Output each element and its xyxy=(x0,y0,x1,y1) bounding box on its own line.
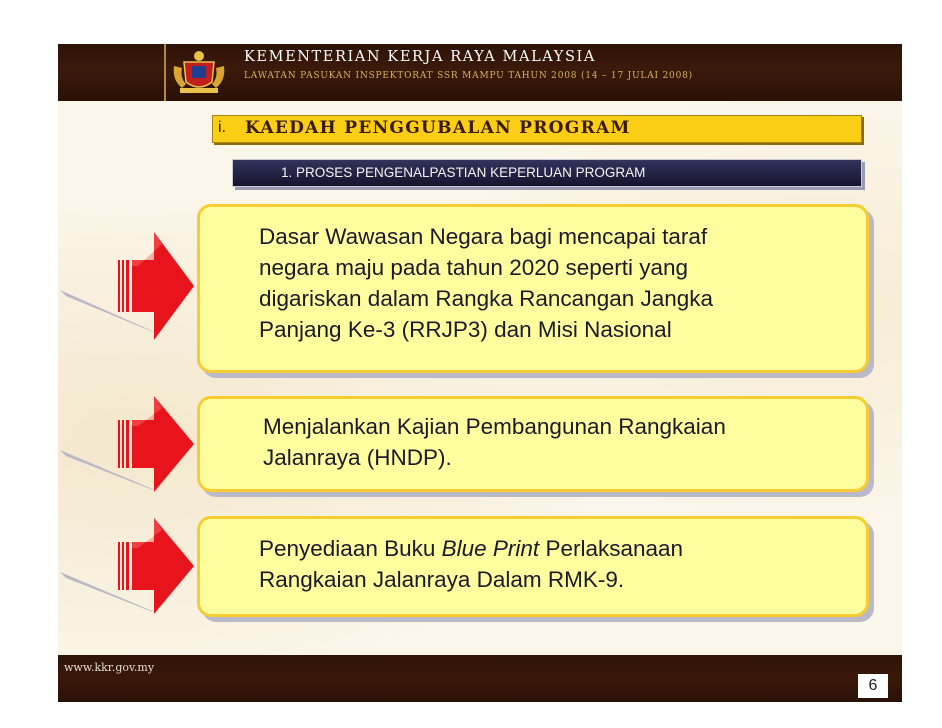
card-3-line-1-post: Perlaksanaan xyxy=(539,536,684,561)
card-3-line-2: Rangkaian Jalanraya Dalam RMK-9. xyxy=(259,567,625,592)
section-title: KAEDAH PENGGUBALAN PROGRAM xyxy=(245,118,631,138)
card-2-line-2: Jalanraya (HNDP). xyxy=(263,445,452,470)
card-3-line-1-italic: Blue Print xyxy=(441,536,540,561)
card-3-line-1 xyxy=(259,533,683,564)
card-1-line-4: Panjang Ke-3 (RRJP3) dan Misi Nasional xyxy=(259,317,672,342)
card-3-line-1-pre: Penyediaan Buku xyxy=(259,536,442,561)
section-heading-bar xyxy=(212,115,862,143)
right-arrow-icon xyxy=(58,518,208,618)
footer-url[interactable]: www.kkr.gov.my xyxy=(64,661,155,674)
card-3-text xyxy=(259,533,683,595)
content-card-1 xyxy=(197,204,869,373)
header-divider xyxy=(164,44,166,101)
card-1-line-3: digariskan dalam Rangka Rancangan Jangka xyxy=(259,286,714,311)
subsection-title: 1. PROSES PENGENALPASTIAN KEPERLUAN PROGRAM xyxy=(281,165,646,180)
card-1-line-1: Dasar Wawasan Negara bagi mencapai taraf xyxy=(259,224,708,249)
card-2-line-1: Menjalankan Kajian Pembangunan Rangkaian xyxy=(263,414,726,439)
slide xyxy=(58,44,902,702)
content-card-3 xyxy=(197,516,869,617)
page-number: 6 xyxy=(858,674,888,698)
header-title: KEMENTERIAN KERJA RAYA MALAYSIA xyxy=(244,49,596,65)
content-card-2 xyxy=(197,396,869,492)
card-2-text xyxy=(263,411,726,473)
section-number: i. xyxy=(218,119,226,136)
subsection-heading-bar xyxy=(232,159,862,187)
header-bar xyxy=(58,44,902,101)
footer-bar xyxy=(58,655,902,702)
coat-of-arms-icon xyxy=(170,48,228,96)
right-arrow-icon xyxy=(58,396,208,496)
right-arrow-icon xyxy=(58,230,208,340)
card-1-line-2: negara maju pada tahun 2020 seperti yang xyxy=(259,255,689,280)
card-1-text xyxy=(259,221,713,345)
header-subtitle: LAWATAN PASUKAN INSPEKTORAT SSR MAMPU TAHUN 2008 (14 – 17 JULAI 2008) xyxy=(244,71,693,81)
